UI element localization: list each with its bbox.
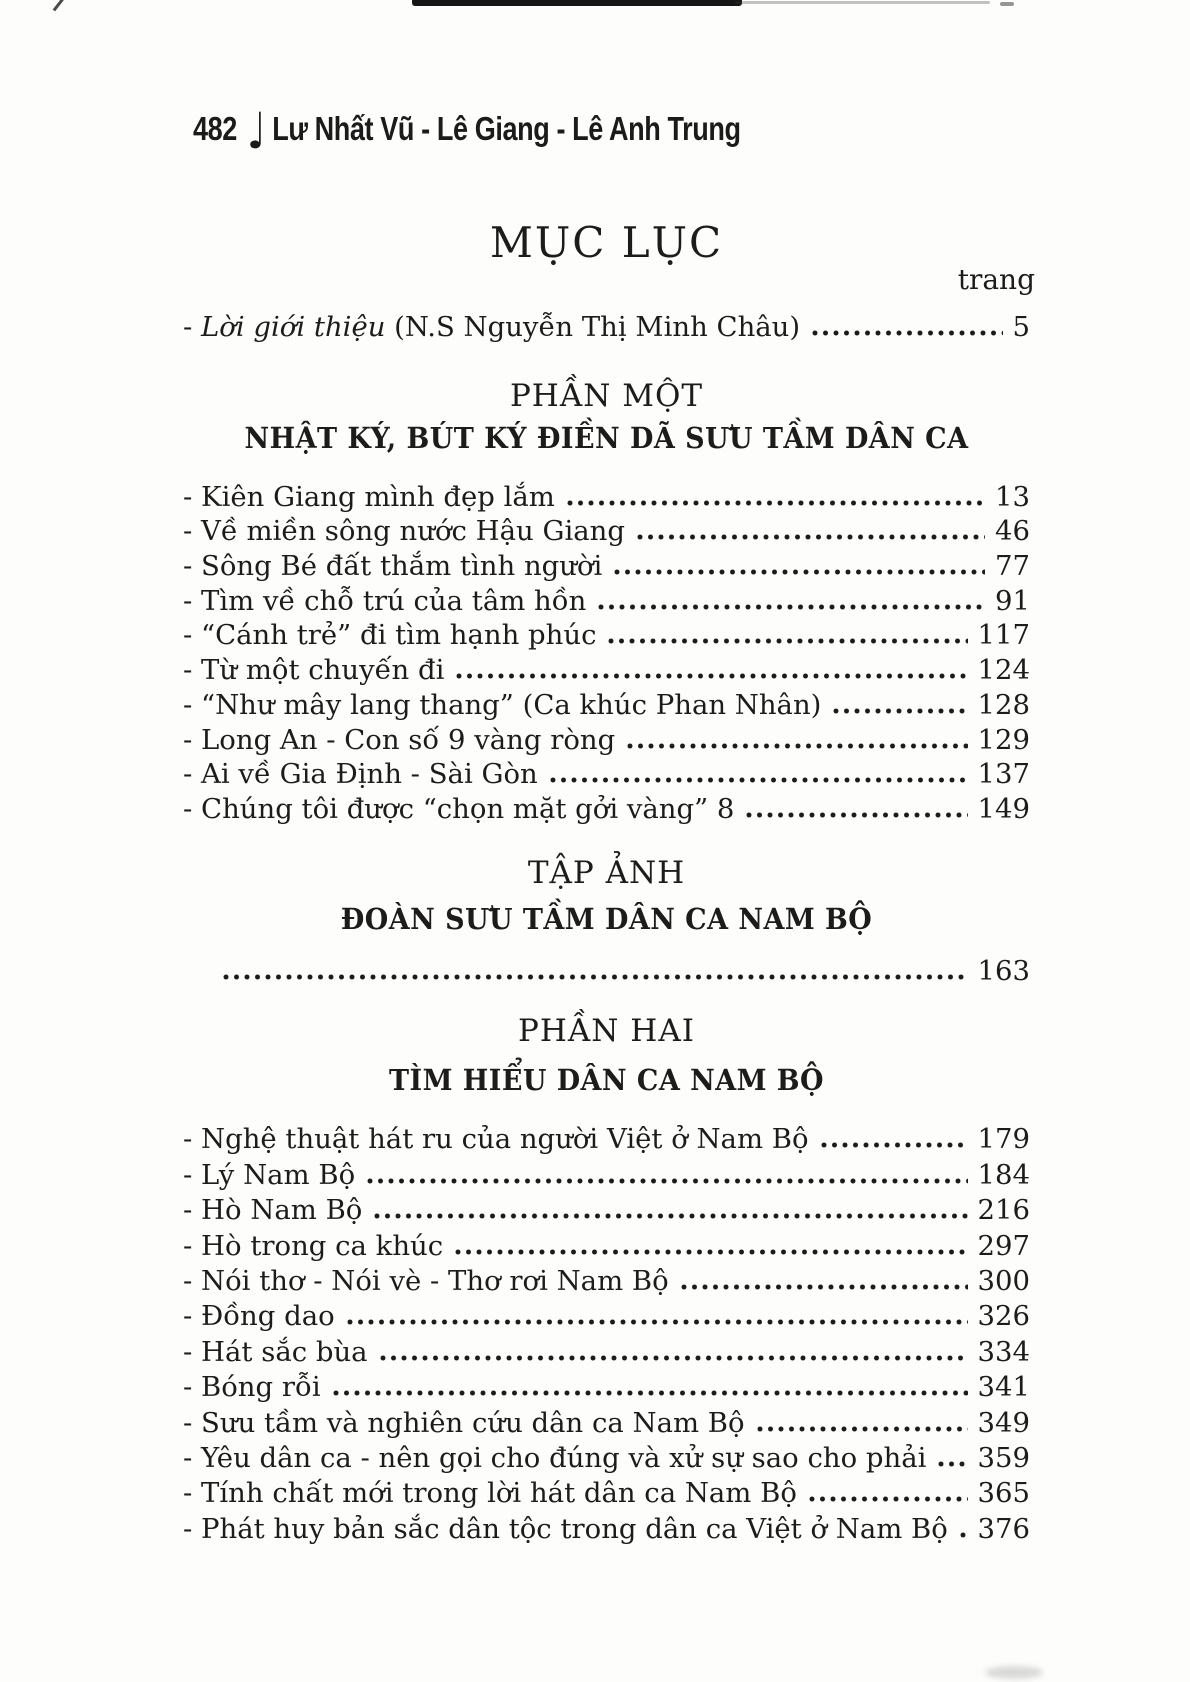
item-title: - Nói thơ - Nói vè - Thơ rơi Nam Bộ <box>183 1264 669 1297</box>
part2-heading: PHẦN HAI <box>518 1013 695 1049</box>
dot-leader <box>550 776 968 784</box>
item-title: - “Cánh trẻ” đi tìm hạnh phúc <box>183 619 597 652</box>
photo-section-heading: TẬP ẢNH <box>527 855 686 891</box>
item-page: 5 <box>1012 311 1030 343</box>
scan-speck <box>1000 2 1014 6</box>
dot-leader <box>347 1318 968 1326</box>
dot-leader <box>367 1177 967 1185</box>
item-title: - Chúng tôi được “chọn mặt gởi vàng” 8 <box>183 792 735 825</box>
item-page: 179 <box>977 1123 1030 1156</box>
item-page: 326 <box>977 1300 1030 1333</box>
dot-leader <box>223 973 968 981</box>
item-page: 349 <box>977 1406 1030 1439</box>
item-title: - Phát huy bản sắc dân tộc trong dân ca Việt ở Nam Bộ <box>183 1512 948 1545</box>
toc-item-row <box>183 618 1030 653</box>
item-page: 163 <box>977 955 1030 987</box>
toc-intro-row <box>183 306 1030 344</box>
dot-leader <box>333 1389 968 1397</box>
toc-item-row <box>183 687 1030 722</box>
dot-leader <box>960 1531 968 1539</box>
toc-item-row <box>183 1192 1030 1227</box>
item-page: 117 <box>977 619 1030 652</box>
toc-item-row <box>183 479 1030 514</box>
dot-leader <box>598 603 985 611</box>
toc-item-row <box>183 1121 1030 1156</box>
item-title: - Kiên Giang mình đẹp lắm <box>183 480 555 513</box>
item-page: 137 <box>977 758 1030 791</box>
item-page: 46 <box>995 515 1030 548</box>
toc-item-row <box>183 1333 1030 1368</box>
toc-item-row <box>183 1475 1030 1510</box>
item-page: 124 <box>977 654 1030 687</box>
photo-leader-row <box>183 950 1030 988</box>
quarter-note-icon: ♩ <box>246 102 266 160</box>
item-title: - Từ một chuyến đi <box>183 654 445 687</box>
intro-title-rest: (N.S Nguyễn Thị Minh Châu) <box>385 311 801 343</box>
item-title: - Long An - Con số 9 vàng ròng <box>183 723 616 756</box>
toc-item-row <box>183 1227 1030 1262</box>
item-title: - Nghệ thuật hát ru của người Việt ở Nam Bộ <box>183 1123 809 1156</box>
item-page: 128 <box>977 688 1030 721</box>
item-page: 13 <box>995 480 1030 513</box>
item-title: - Đồng dao <box>183 1300 335 1333</box>
part1-heading: PHẦN MỘT <box>509 378 704 414</box>
item-page: 334 <box>977 1335 1030 1368</box>
toc-item-row <box>183 1440 1030 1475</box>
item-page: 300 <box>977 1264 1030 1297</box>
toc-item-row <box>183 548 1030 583</box>
dot-leader <box>374 1212 967 1220</box>
toc-item-row <box>183 1369 1030 1404</box>
item-title: - Ai về Gia Định - Sài Gòn <box>183 758 538 791</box>
header-page-number: 482 <box>193 110 237 147</box>
item-page: 341 <box>977 1371 1030 1404</box>
photo-section-subheading: ĐOÀN SƯU TẦM DÂN CA NAM BỘ <box>340 902 873 936</box>
toc-item-row <box>183 791 1030 826</box>
toc-item-row <box>183 1156 1030 1191</box>
dot-leader <box>614 568 985 576</box>
item-page: 184 <box>977 1158 1030 1191</box>
item-title: - Tính chất mới trong lời hát dân ca Nam Bộ <box>183 1477 797 1510</box>
item-title: - Bóng rỗi <box>183 1371 321 1404</box>
toc-item-row <box>183 1298 1030 1333</box>
item-page: 77 <box>995 550 1030 583</box>
intro-title <box>183 311 800 344</box>
item-title: - Sưu tầm và nghiên cứu dân ca Nam Bộ <box>183 1406 745 1439</box>
page-column-label: trang <box>957 263 1035 296</box>
dot-leader <box>637 533 985 541</box>
item-page: 359 <box>977 1441 1030 1474</box>
toc-item-row <box>183 583 1030 618</box>
dot-leader <box>455 1248 967 1256</box>
dot-leader <box>380 1354 968 1362</box>
dot-leader <box>681 1283 968 1291</box>
item-title: - Về miền sông nước Hậu Giang <box>183 515 625 548</box>
toc-page-title: MỤC LỤC <box>489 218 724 267</box>
scan-corner-mark <box>53 0 65 11</box>
intro-dash: - <box>183 311 202 343</box>
toc-item-row <box>183 722 1030 757</box>
part2-subheading: TÌM HIỂU DÂN CA NAM BỘ <box>389 1063 824 1097</box>
item-page: 297 <box>977 1229 1030 1262</box>
scan-bottom-smudge <box>985 1666 1043 1679</box>
dot-leader <box>627 742 967 750</box>
item-title: - Hò trong ca khúc <box>183 1229 444 1262</box>
dot-leader <box>746 811 967 819</box>
item-title: - Tìm về chỗ trú của tâm hồn <box>183 584 587 617</box>
part1-item-list <box>183 479 1030 826</box>
item-page: 91 <box>995 584 1030 617</box>
book-header <box>193 102 741 160</box>
toc-item-row <box>183 1404 1030 1439</box>
item-page: 129 <box>977 723 1030 756</box>
toc-item-row <box>183 1263 1030 1298</box>
part1-subheading: NHẬT KÝ, BÚT KÝ ĐIỀN DÃ SƯU TẦM DÂN CA <box>244 421 969 455</box>
dot-leader <box>833 707 967 715</box>
item-page: 216 <box>977 1194 1030 1227</box>
toc-item-row <box>183 652 1030 687</box>
item-title: - Yêu dân ca - nên gọi cho đúng và xử sự sao cho phải <box>183 1441 927 1474</box>
dot-leader <box>757 1425 968 1433</box>
scan-top-bar <box>412 0 742 6</box>
dot-leader <box>456 672 967 680</box>
item-title: - Hát sắc bùa <box>183 1335 368 1368</box>
item-title: - Sông Bé đất thắm tình người <box>183 550 603 583</box>
dot-leader <box>938 1460 967 1468</box>
dot-leader <box>608 637 967 645</box>
item-page: 376 <box>977 1512 1030 1545</box>
intro-title-italic: Lời giới thiệu <box>201 311 386 343</box>
toc-item-row <box>183 514 1030 549</box>
part2-item-list <box>183 1121 1030 1546</box>
dot-leader <box>812 329 1002 337</box>
item-page: 149 <box>977 792 1030 825</box>
header-authors: Lư Nhất Vũ - Lê Giang - Lê Anh Trung <box>272 110 741 147</box>
toc-item-row <box>183 1510 1030 1545</box>
item-title: - Lý Nam Bộ <box>183 1158 356 1191</box>
item-title: - “Như mây lang thang” (Ca khúc Phan Nhân) <box>183 688 822 721</box>
dot-leader <box>809 1495 968 1503</box>
dot-leader <box>567 499 985 507</box>
dot-leader <box>821 1141 968 1149</box>
scan-top-bar-tail <box>735 1 990 4</box>
item-page: 365 <box>977 1477 1030 1510</box>
item-title: - Hò Nam Bộ <box>183 1194 363 1227</box>
toc-item-row <box>183 757 1030 792</box>
